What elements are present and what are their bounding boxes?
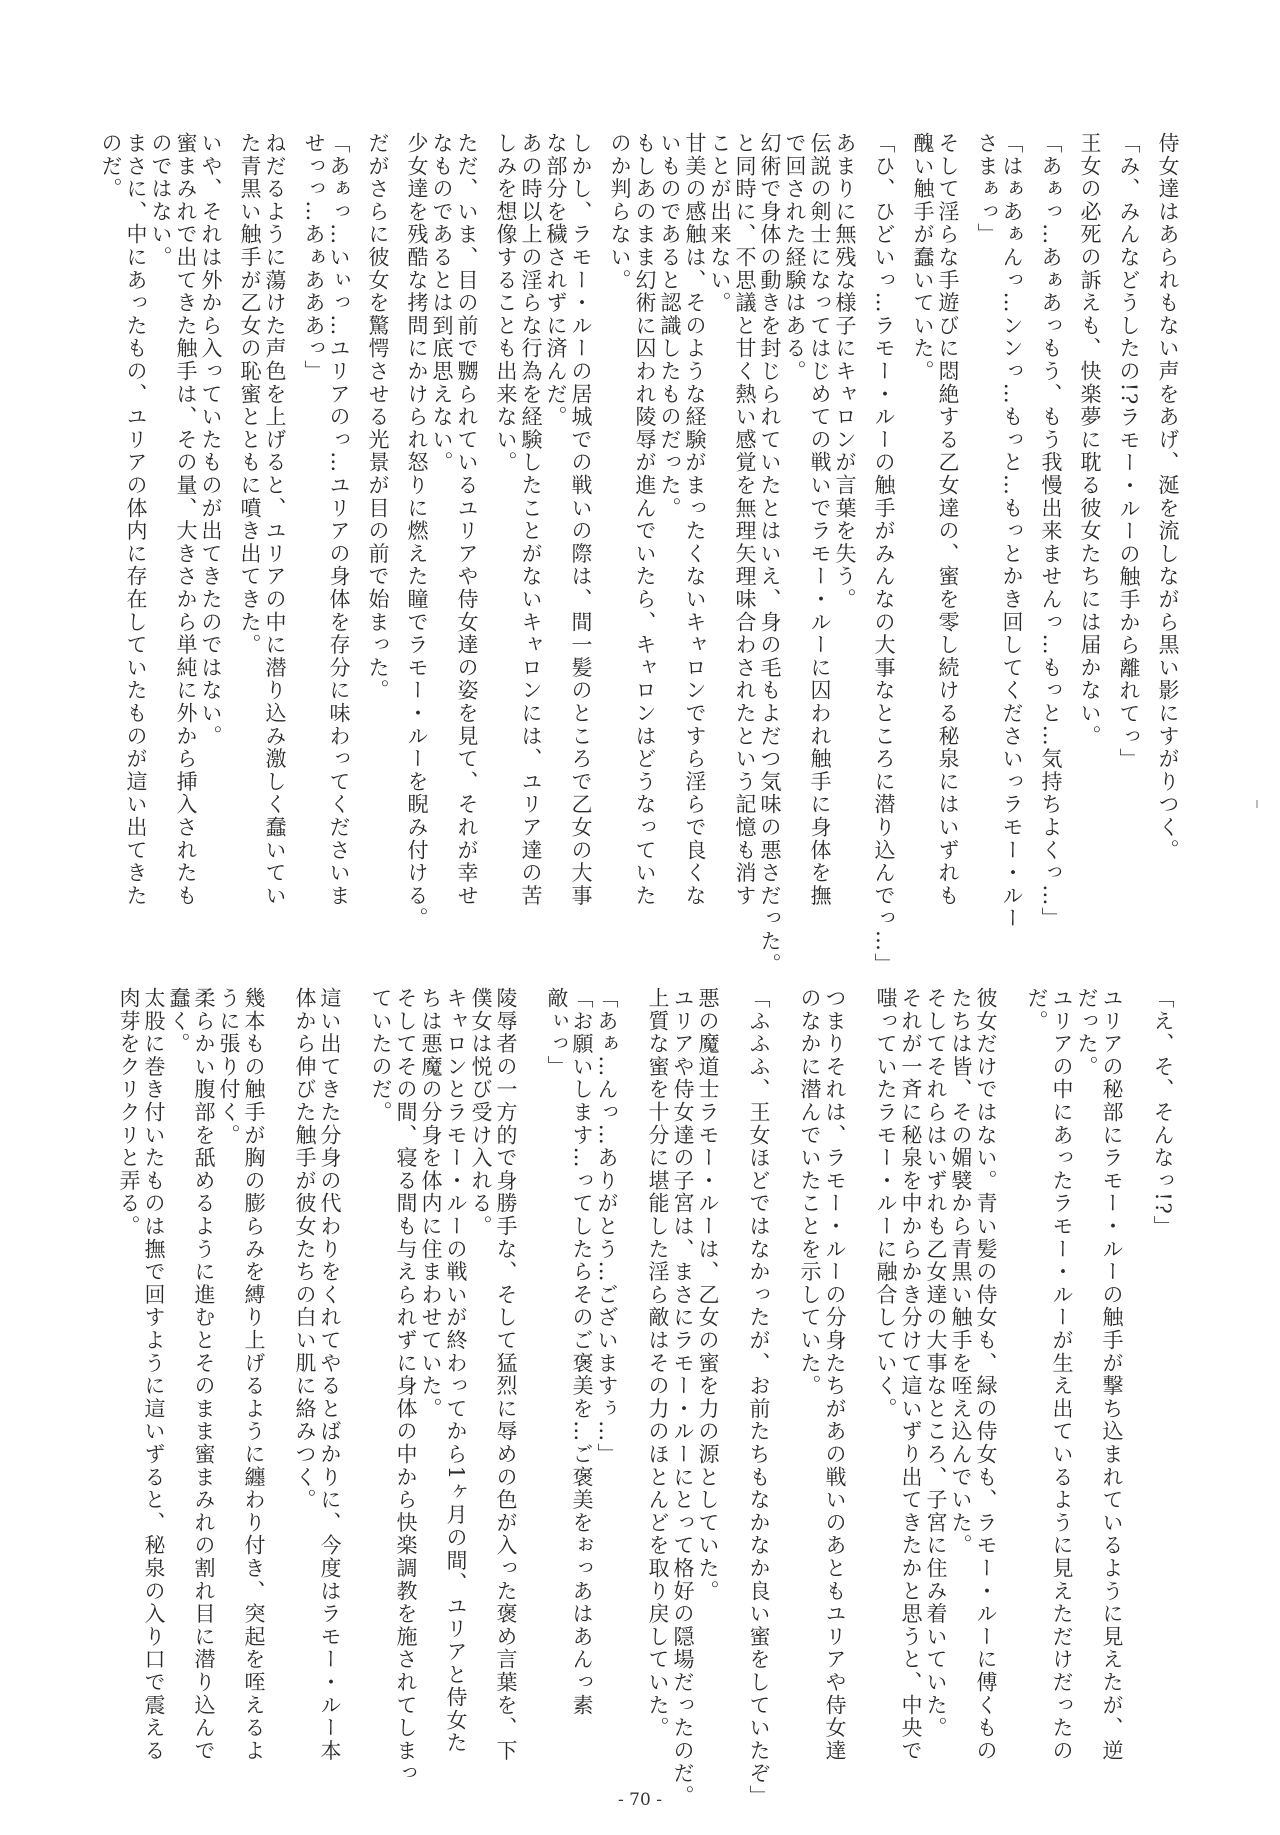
text-line: 「あぁっ…いぃっ…ユリアのっ…ユリアの身体を存分に味わってくださいま bbox=[327, 132, 351, 908]
paragraph bbox=[1116, 132, 1141, 832]
text-line: 「あぁっ…あぁあっもう、もう我慢出来ませんっ…もっと…気持ちよくっ…」 bbox=[1039, 132, 1063, 930]
paragraph bbox=[301, 132, 351, 908]
edge-mark bbox=[1256, 800, 1258, 808]
text-line: あの時以上の淫らな行為を経験したことがないキャロンには、ユリア達の苦 bbox=[519, 132, 543, 908]
paragraph bbox=[1038, 132, 1063, 930]
text-line: いや、それは外から入っていたものが出てきたのではない。 bbox=[199, 132, 223, 748]
paragraph bbox=[1150, 987, 1175, 1687]
text-line: それが一斉に秘泉を中からかき分けて這いずり出てきたかと思うと、中央で bbox=[899, 987, 923, 1763]
text-line: 柔らかい腹部を舐めるように進むとそのまま蜜まみれの割れ目に潜り込んで bbox=[192, 987, 216, 1763]
text-line: 肉芽をクリクリと弄る。 bbox=[117, 987, 141, 1238]
text-line: 「はぁあぁんっ…ンンっ…もっと…もっとかき回してくださいっラモー・ルー bbox=[1000, 132, 1024, 930]
paragraph bbox=[746, 987, 771, 1808]
text-line: で回された経験はある。 bbox=[783, 132, 807, 383]
text-line: た青黒い触手が乙女の恥蜜とともに噴き出てきた。 bbox=[238, 132, 262, 657]
text-line: 僕女は悦び受け入れる。 bbox=[469, 987, 493, 1238]
text-line: 体から伸びた触手が彼女たちの白い肌に絡みつく。 bbox=[293, 987, 317, 1512]
text-line: 蠢く。 bbox=[167, 987, 191, 1056]
text-line: そしてそれらはいずれも乙女達の大事なところ、子宮に住み着いていた。 bbox=[924, 987, 948, 1740]
page-number: - 70 - bbox=[618, 1790, 662, 1810]
text-line: 悪の魔道士ラモー・ルーは、乙女の蜜を力の源としていた。 bbox=[696, 987, 720, 1603]
text-line: そしてその間、寝る間も与えられずに身体の中から快楽調教を施されてしまっ bbox=[394, 987, 418, 1785]
text-line: だった。 bbox=[1075, 987, 1099, 1079]
text-line: 「ふふふ、王女ほどではなかったが、お前たちもなかなか良い蜜をしていたぞ」 bbox=[747, 987, 771, 1808]
text-line: 幻術で身体の動きを封じられていたとはいえ、身の毛もよだつ気味の悪さだった。 bbox=[758, 132, 782, 976]
paragraph bbox=[368, 987, 518, 1785]
text-line: たちは皆、その媚襞から青黒い触手を咥え込んでいた。 bbox=[949, 987, 973, 1557]
paragraph bbox=[493, 132, 593, 908]
paragraph bbox=[645, 987, 720, 1808]
text-line: のか判らない。 bbox=[608, 132, 632, 292]
text-line: ユリアや侍女達の子宮は、まさにラモー・ルーにとって格好の隠場だったのだ。 bbox=[671, 987, 695, 1808]
text-line: うに張り付く。 bbox=[217, 987, 241, 1147]
text-line: 上質な蜜を十分に堪能した淫ら敵はその力のほとんどを取り戻していた。 bbox=[646, 987, 670, 1740]
text-line: 甘美の感触は、そのような経験がまったくないキャロンですら淫らで良くな bbox=[683, 132, 707, 908]
text-line: いものであると認識したものだった。 bbox=[658, 132, 682, 520]
text-line: 陵辱者の一方的で身勝手な、そして猛烈に辱めの色が入った褒め言葉を、下 bbox=[494, 987, 518, 1763]
paragraph bbox=[98, 132, 223, 908]
text-line: ねだるように蕩けた声色を上げると、ユリアの中に潜り込み激しく蠢いてい bbox=[263, 132, 287, 908]
text-line: さまぁっ」 bbox=[975, 132, 999, 246]
text-line: そして淫らな手遊びに悶絶する乙女達の、蜜を零し続ける秘泉にはいずれも bbox=[936, 132, 960, 908]
text-line: 「ひ、ひどいっ…ラモー・ルーの触手がみんなの大事なところに潜り込んでっ…」 bbox=[872, 132, 896, 976]
paragraph bbox=[797, 987, 847, 1763]
text-line: 幾本もの触手が胸の膨らみを縛り上げるように纏わり付き、突起を咥えるよ bbox=[242, 987, 266, 1763]
text-line: 這い出てきた分身の代わりをくれてやるとばかりに、今度はラモー・ルー本 bbox=[318, 987, 342, 1763]
paragraph bbox=[292, 987, 342, 1763]
text-line: 「み、みんなどうしたの!?ラモー・ルーの触手から離れてっ」 bbox=[1117, 132, 1141, 771]
text-line: もしあのまま幻術に囚われ陵辱が進んでいたら、キャロンはどうなっていた bbox=[633, 132, 657, 908]
text-line: のではない。 bbox=[149, 132, 173, 269]
text-line: 太股に巻き付いたものは撫で回すように這いずると、秘泉の入り口で震える bbox=[142, 987, 166, 1763]
text-line: だ。 bbox=[1025, 987, 1049, 1033]
paragraph bbox=[873, 987, 998, 1763]
text-line: 「お願いします…ってしたらそのご褒美を…ご褒美をぉっあはあんっ素 bbox=[570, 987, 594, 1717]
paragraph bbox=[871, 132, 896, 976]
text-line: ていたのだ。 bbox=[369, 987, 393, 1124]
paragraph bbox=[404, 132, 479, 930]
paragraph bbox=[974, 132, 1024, 930]
text-line: ユリアの中にあったラモー・ルーが生え出ているように見えただけだったの bbox=[1050, 987, 1074, 1763]
text-line: ただ、いま、目の前で嬲られているユリアや侍女達の姿を見て、それが幸せ bbox=[455, 132, 479, 908]
text-line: ユリアの秘部にラモー・ルーの触手が撃ち込まれているように見えたが、逆 bbox=[1100, 987, 1124, 1763]
paragraph bbox=[237, 132, 287, 908]
text-line: のなかに潜んでいたことを示していた。 bbox=[798, 987, 822, 1398]
text-line: 「あぁ…んっ…ありがとう…ございますぅ…」 bbox=[595, 987, 619, 1466]
text-line: しみを想像することも出来ない。 bbox=[494, 132, 518, 474]
text-line: ことが出来ない。 bbox=[708, 132, 732, 315]
text-line: 「え、そ、そんなっ!?」 bbox=[1151, 987, 1175, 1239]
text-line: キャロンとラモー・ルーの戦いが終わってから1ヶ月の間、ユリアと侍女た bbox=[444, 987, 468, 1755]
text-line: 侍女達はあられもない声をあげ、涎を流しながら黒い影にすがりつく。 bbox=[1156, 132, 1180, 862]
text-line: ちは悪魔の分身を体内に住まわせていた。 bbox=[419, 987, 443, 1421]
paragraph bbox=[1077, 132, 1102, 832]
text-line: のだ。 bbox=[99, 132, 123, 201]
paragraph bbox=[910, 132, 960, 908]
text-line: と同時に、不思議と甘く熱い感覚を無理矢理味合わされたという記憶も消す bbox=[733, 132, 757, 908]
text-line: あまりに無残な様子にキャロンが言葉を失う。 bbox=[833, 132, 857, 611]
text-line: しかし、ラモー・ルーの居城での戦いの際は、間一髪のところで乙女の大事 bbox=[569, 132, 593, 908]
text-line: せっっ…あぁあああっ」 bbox=[302, 132, 326, 383]
paragraph bbox=[544, 987, 619, 1717]
text-line: まさに、中にあったもの、ユリアの体内に存在していたものが這い出てきた bbox=[124, 132, 148, 908]
text-line: な部分を穢されずに済んだ。 bbox=[544, 132, 568, 429]
text-line: 嗤っていたラモー・ルーに融合していく。 bbox=[874, 987, 898, 1421]
text-line: なものであるとは到底思えない。 bbox=[430, 132, 454, 474]
text-line: だがさらに彼女を驚愕させる光景が目の前で始まった。 bbox=[366, 132, 390, 702]
text-line: 彼女だけではない。青い髪の侍女も、緑の侍女も、ラモー・ルーに傅くもの bbox=[974, 987, 998, 1763]
paragraph bbox=[1024, 987, 1124, 1763]
text-line: 醜い触手が蠢いていた。 bbox=[911, 132, 935, 383]
text-line: 王女の必死の訴えも、快楽夢に耽る彼女たちには届かない。 bbox=[1078, 132, 1102, 748]
paragraph bbox=[365, 132, 390, 832]
text-line: 伝説の剣士になってはじめての戦いでラモー・ルーに囚われ触手に身体を撫 bbox=[808, 132, 832, 908]
text-line: 少女達を残酷な拷問にかけられ怒りに燃えた瞳でラモー・ルーを睨み付ける。 bbox=[405, 132, 429, 930]
text-block-upper bbox=[84, 132, 1180, 976]
text-line: 敵ぃっ」 bbox=[545, 987, 569, 1079]
text-line: つまりそれは、ラモー・ルーの分身たちがあの戦いのあともユリアや侍女達 bbox=[823, 987, 847, 1763]
paragraph bbox=[116, 987, 266, 1763]
paragraph bbox=[1155, 132, 1180, 862]
text-line: 蜜まみれで出てきた触手は、その量、大きさから単純に外から挿入されたも bbox=[174, 132, 198, 908]
paragraph bbox=[607, 132, 857, 976]
